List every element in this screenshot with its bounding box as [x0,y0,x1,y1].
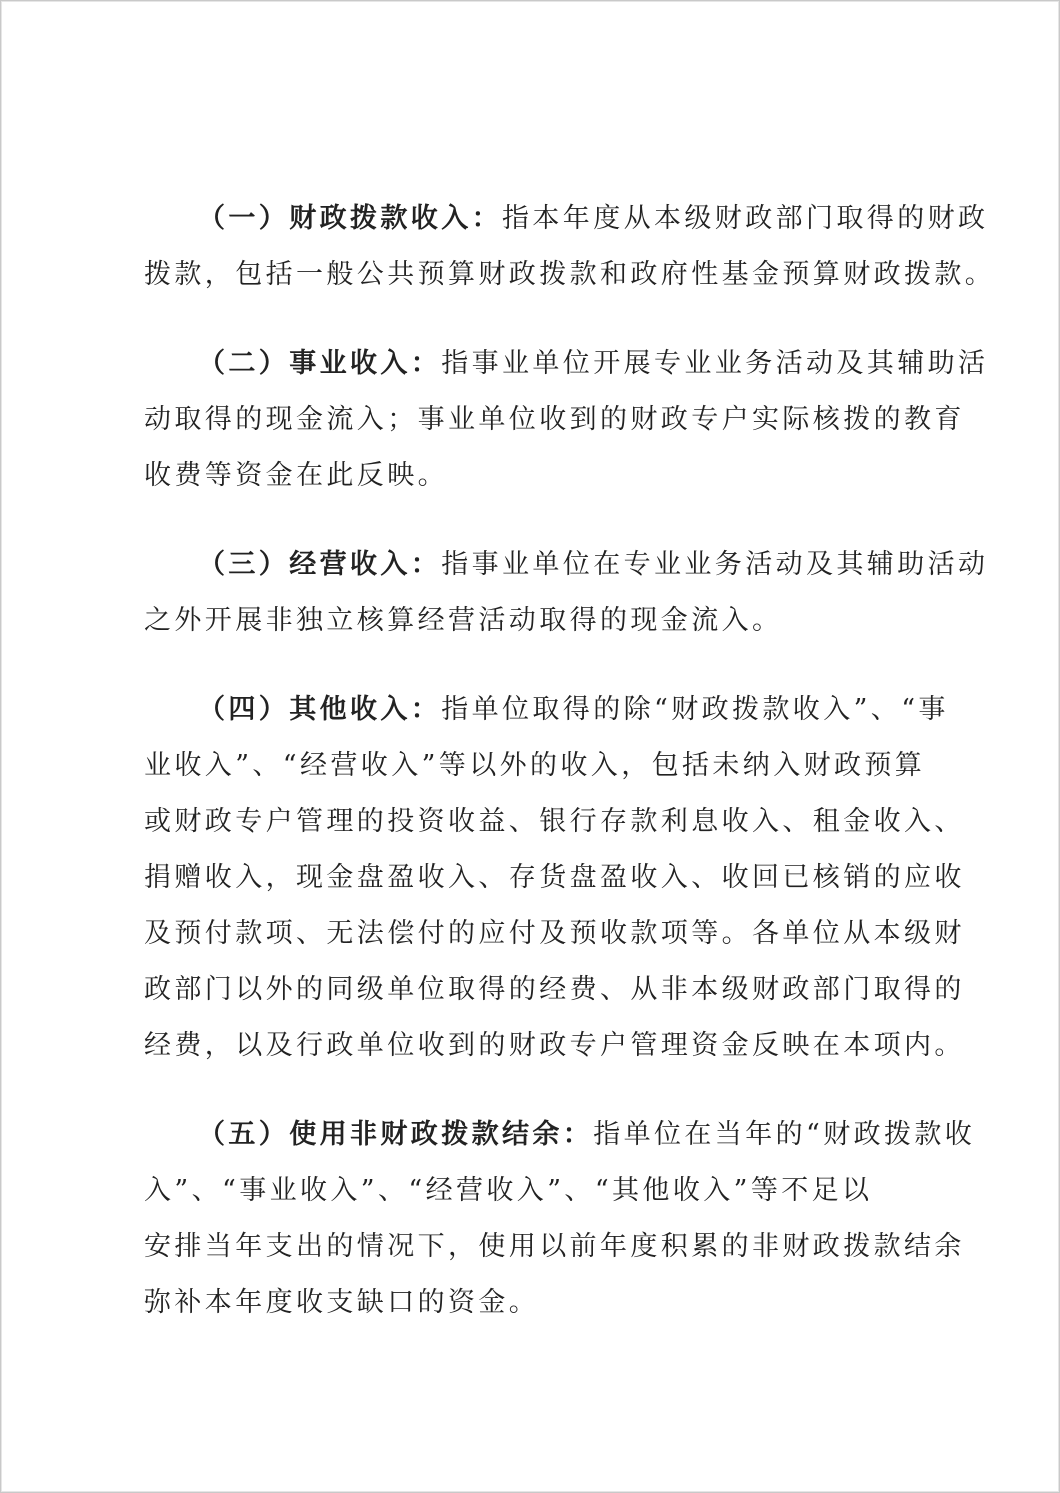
paragraph-operating-income [144,537,989,649]
paragraph-heading: （五）使用非财政拨款结余： [198,1119,594,1150]
paragraph-line: 之外开展非独立核算经营活动取得的现金流入。 [144,605,783,636]
paragraph-line: 收费等资金在此反映。 [144,460,448,491]
paragraph-line: 及预付款项、无法偿付的应付及预收款项等。各单位从本级财 [144,918,965,949]
paragraph-line: 或财政专户管理的投资收益、银行存款利息收入、租金收入、 [144,806,965,837]
paragraph-line: 经费，以及行政单位收到的财政专户管理资金反映在本项内。 [144,1030,965,1061]
paragraph-text: 指单位取得的除“财政拨款收入”、“事 [441,694,949,725]
document-body [144,191,996,1364]
paragraph-line: 入”、“事业收入”、“经营收入”、“其他收入”等不足以 [144,1175,873,1206]
paragraph-line: 业收入”、“经营收入”等以外的收入，包括未纳入财政预算 [144,750,926,781]
paragraph-heading: （一）财政拨款收入： [198,203,502,234]
paragraph-text: 指事业单位在专业业务活动及其辅助活动 [441,549,989,580]
paragraph-line: 安排当年支出的情况下，使用以前年度积累的非财政拨款结余 [144,1231,965,1262]
paragraph-line [144,682,949,738]
paragraph-line [144,191,989,247]
paragraph-line [144,537,989,593]
paragraph-other-income [144,682,965,1074]
paragraph-line: 弥补本年度收支缺口的资金。 [144,1287,540,1318]
paragraph-heading: （四）其他收入： [198,694,442,725]
paragraph-heading: （三）经营收入： [198,549,442,580]
paragraph-line: 动取得的现金流入；事业单位收到的财政专户实际核拨的教育 [144,404,965,435]
paragraph-line: 政部门以外的同级单位取得的经费、从非本级财政部门取得的 [144,974,965,1005]
paragraph-line [144,1107,976,1163]
paragraph-fiscal-appropriation-income [144,191,996,303]
paragraph-line: 捐赠收入，现金盘盈收入、存货盘盈收入、收回已核销的应收 [144,862,965,893]
paragraph-text: 指单位在当年的“财政拨款收 [593,1119,976,1150]
paragraph-business-income [144,336,989,504]
paragraph-line [144,336,989,392]
paragraph-text: 指事业单位开展专业业务活动及其辅助活 [441,348,989,379]
paragraph-text: 指本年度从本级财政部门取得的财政 [502,203,989,234]
paragraph-non-fiscal-balance-use [144,1107,976,1331]
paragraph-line: 拨款，包括一般公共预算财政拨款和政府性基金预算财政拨款。 [144,259,996,290]
paragraph-heading: （二）事业收入： [198,348,442,379]
